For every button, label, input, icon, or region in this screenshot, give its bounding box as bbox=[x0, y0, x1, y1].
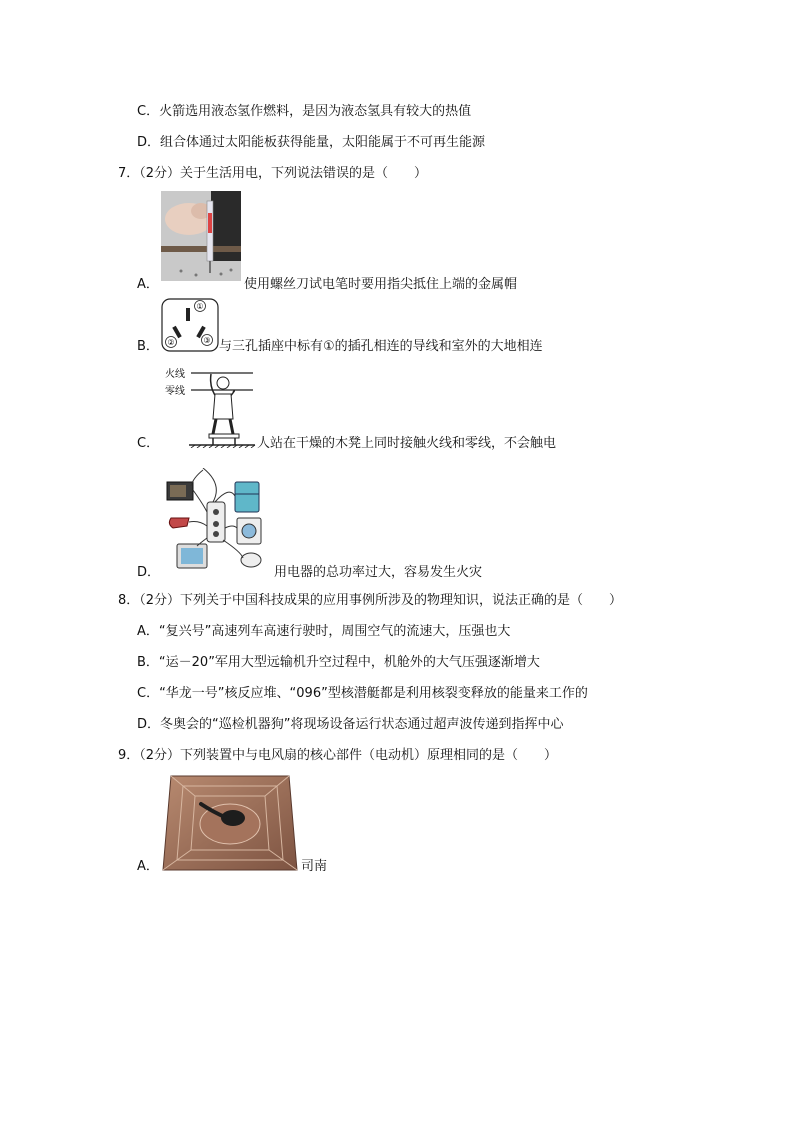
q7-option-a-text: 使用螺丝刀试电笔时要用指尖抵住上端的金属帽 bbox=[244, 277, 518, 292]
q7-option-d-text: 用电器的总功率过大，容易发生火灾 bbox=[274, 565, 483, 580]
q7-option-c-text: 人站在干燥的木凳上同时接触火线和零线，不会触电 bbox=[257, 436, 557, 451]
socket-label-2: ② bbox=[167, 338, 175, 347]
q8-option-a: A．“复兴号”高速列车高速行驶时，周围空气的流速大，压强也大 bbox=[137, 624, 511, 639]
q7-option-b-label: B． bbox=[137, 339, 159, 354]
q7-option-a-label: A． bbox=[137, 277, 159, 292]
q7-stem: 7．（2分）关于生活用电，下列说法错误的是（ ） bbox=[118, 166, 428, 181]
overloaded-socket-illustration bbox=[163, 468, 273, 576]
neutral-wire-label: 零线 bbox=[165, 386, 185, 397]
test-pen-photo bbox=[161, 191, 241, 281]
q6-option-d: D．组合体通过太阳能板获得能量，太阳能属于不可再生能源 bbox=[137, 135, 486, 150]
q7-option-c-label: C． bbox=[137, 436, 160, 451]
q9-stem: 9．（2分）下列装置中与电风扇的核心部件（电动机）原理相同的是（ ） bbox=[118, 748, 558, 763]
q9-option-a-text: 司南 bbox=[301, 859, 328, 874]
q8-stem: 8．（2分）下列关于中国科技成果的应用事例所涉及的物理知识，说法正确的是（ ） bbox=[118, 593, 623, 608]
q8-option-d: D．冬奥会的“巡检机器狗”将现场设备运行状态通过超声波传递到指挥中心 bbox=[137, 717, 564, 732]
q8-option-b: B．“运－20”军用大型远输机升空过程中，机舱外的大气压强逐渐增大 bbox=[137, 655, 540, 670]
q9-option-a-label: A． bbox=[137, 859, 159, 874]
person-on-stool-diagram bbox=[161, 364, 257, 448]
live-wire-label: 火线 bbox=[165, 369, 185, 380]
sinan-compass-photo bbox=[161, 774, 299, 872]
q7-option-d-label: D． bbox=[137, 565, 161, 580]
socket-label-3: ③ bbox=[203, 336, 211, 345]
q6-option-c: C．火箭选用液态氢作燃料，是因为液态氢具有较大的热值 bbox=[137, 104, 472, 119]
q7-option-b-text: 与三孔插座中标有①的插孔相连的导线和室外的大地相连 bbox=[219, 339, 543, 354]
three-hole-socket-diagram bbox=[161, 298, 219, 352]
q8-option-c: C．“华龙一号”核反应堆、“096”型核潜艇都是利用核裂变释放的能量来工作的 bbox=[137, 686, 588, 701]
socket-label-1: ① bbox=[196, 302, 204, 311]
